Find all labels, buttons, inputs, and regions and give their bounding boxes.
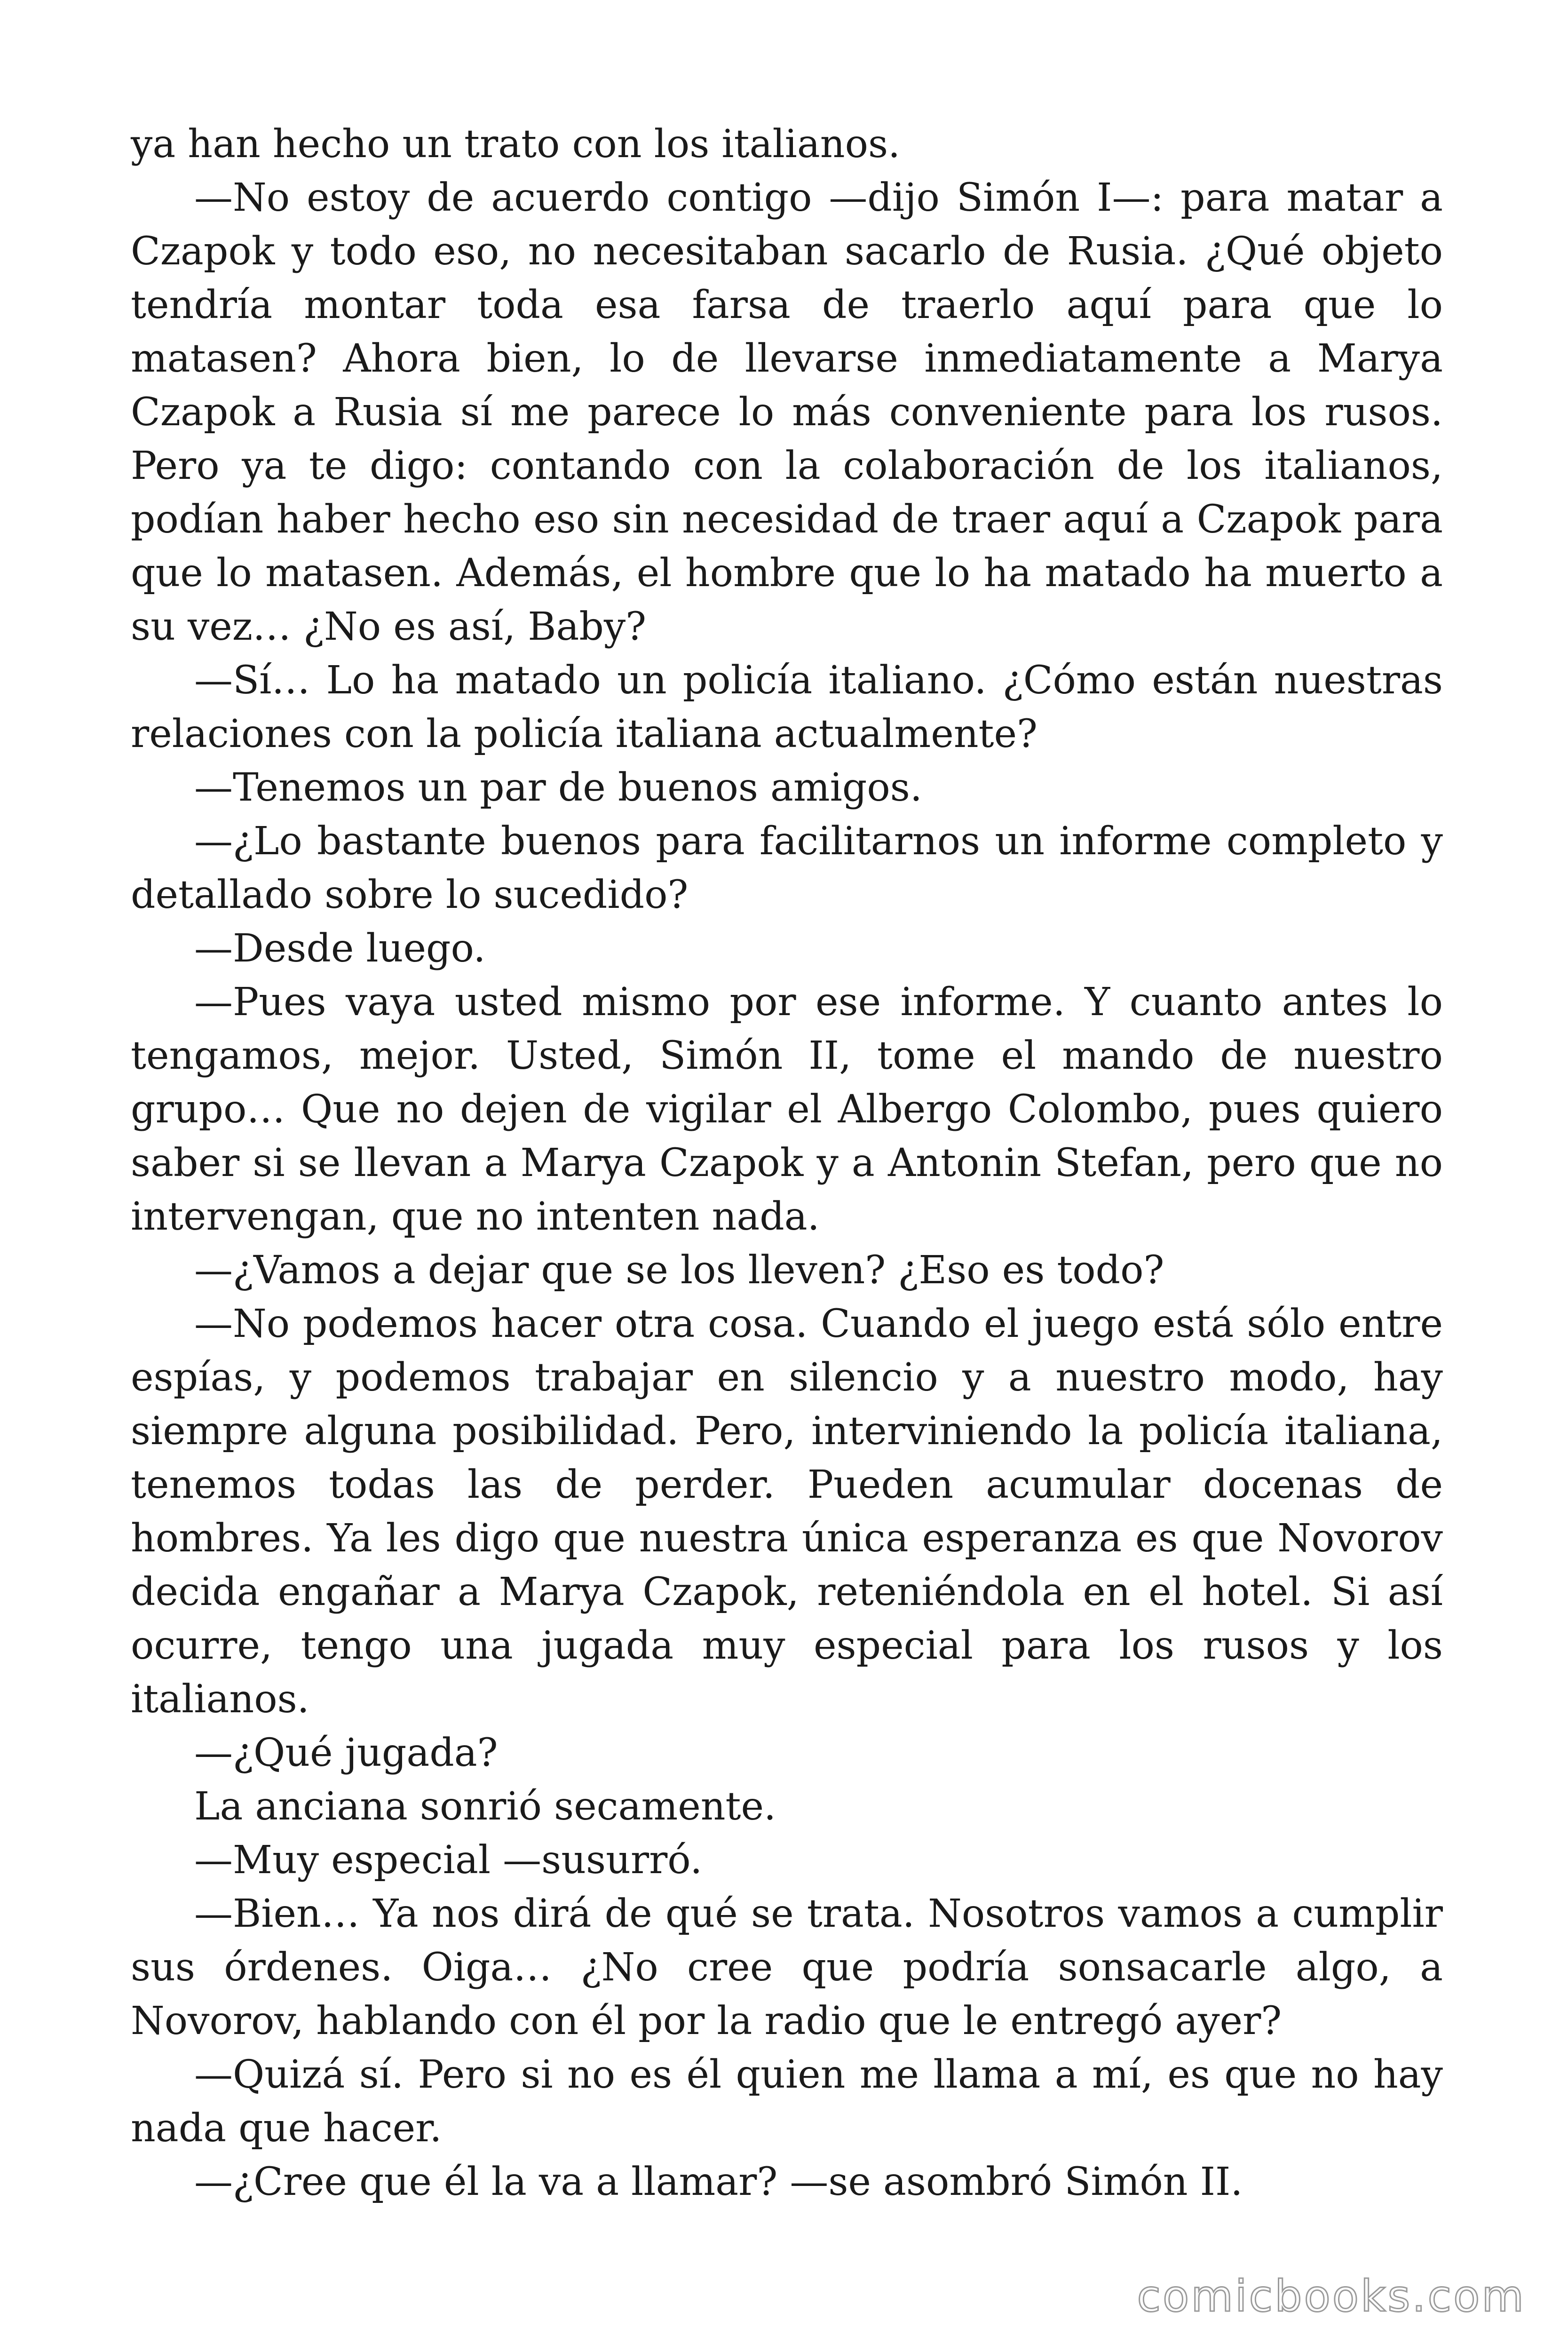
paragraph: —Sí… Lo ha matado un policía italiano. ¿Cómo están nuestras relaciones con la policía italiana actualmente?	[131, 658, 1443, 756]
paragraph: —¿Lo bastante buenos para facilitarnos un informe completo y detallado sobre lo sucedido?	[131, 819, 1443, 917]
paragraph: —No estoy de acuerdo contigo —dijo Simón I—: para matar a Czapok y todo eso, no necesitaban sacarlo de Rusia. ¿Qué objeto tendría montar toda esa farsa de traerlo aquí para que lo matasen? Ahora bien, lo de llevarse inmediatamente a Marya Czapok a Rusia sí me parece lo más conveniente para los rusos. Pero ya te digo: contando con la colaboración de los italianos, podían haber hecho eso sin necesidad de traer aquí a Czapok para que lo matasen. Además, el hombre que lo ha matado ha muerto a su vez… ¿No es así, Baby?	[131, 175, 1443, 649]
paragraph: —Bien… Ya nos dirá de qué se trata. Nosotros vamos a cumplir sus órdenes. Oiga… ¿No cree que podría sonsacarle algo, a Novorov, hablando con él por la radio que le entregó ayer?	[131, 1891, 1443, 2043]
paragraph: —¿Qué jugada?	[194, 1731, 498, 1775]
page-body	[131, 118, 1443, 2209]
watermark: comicbooks.com	[1137, 2271, 1526, 2321]
paragraph: —Desde luego.	[194, 926, 486, 971]
paragraph: —Tenemos un par de buenos amigos.	[194, 765, 922, 810]
paragraph: —Quizá sí. Pero si no es él quien me llama a mí, es que no hay nada que hacer.	[131, 2052, 1443, 2151]
paragraph: —¿Vamos a dejar que se los lleven? ¿Eso es todo?	[194, 1248, 1164, 1293]
paragraph: La anciana sonrió secamente.	[194, 1784, 776, 1829]
paragraph: —Muy especial —susurró.	[194, 1838, 703, 1883]
paragraph: —¿Cree que él la va a llamar? —se asombró Simón II.	[194, 2160, 1243, 2204]
paragraph: —No podemos hacer otra cosa. Cuando el juego está sólo entre espías, y podemos trabajar en silencio y a nuestro modo, hay siempre alguna posibilidad. Pero, interviniendo la policía italiana, tenemos todas las de perder. Pueden acumular docenas de hombres. Ya les digo que nuestra única esperanza es que Novorov decida engañar a Marya Czapok, reteniéndola en el hotel. Si así ocurre, tengo una jugada muy especial para los rusos y los italianos.	[131, 1302, 1443, 1722]
paragraph: —Pues vaya usted mismo por ese informe. Y cuanto antes lo tengamos, mejor. Usted, Simón II, tome el mando de nuestro grupo… Que no dejen de vigilar el Albergo Colombo, pues quiero saber si se llevan a Marya Czapok y a Antonin Stefan, pero que no intervengan, que no intenten nada.	[131, 980, 1443, 1239]
paragraph: ya han hecho un trato con los italianos.	[131, 122, 901, 167]
